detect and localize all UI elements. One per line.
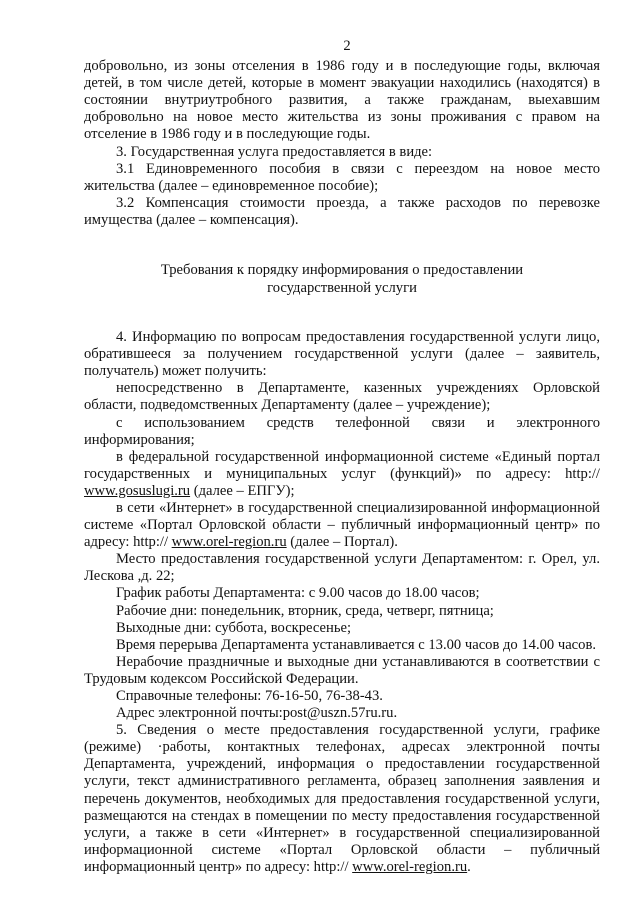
weekend-days: Выходные дни: суббота, воскресенье; — [116, 619, 352, 636]
portal-text-after: (далее – Портал). — [286, 534, 398, 551]
paragraph-3: 3. Государственная услуга предоставляется в виде: — [116, 143, 433, 160]
paragraph-5 — [84, 722, 600, 876]
paragraph-continuation: добровольно, из зоны отселения в 1986 году и в последующие годы, включая детей, в том числе детей, которые в момент эвакуации находились (находятся) в состоянии внутриутробного развития, а также гражданам, выехавшим добровольно на новое место жительства из зоны проживания с правом на отселение в 1986 году и в последующие годы. — [84, 58, 600, 143]
service-place: Место предоставления государственной услуги Департаментом: г. Орел, ул. Лескова ,д. 22; — [84, 551, 600, 585]
paragraph-3-1: 3.1 Единовременного пособия в связи с переездом на новое место жительства (далее – единовременное пособие); — [84, 160, 600, 194]
epgu-text: в федеральной государственной информационной системе «Единый портал государственных и муниципальных услуг (функций)» по адресу: http:// — [84, 448, 600, 482]
portal-text: в сети «Интернет» в государственной специализированной информационной системе «Портал Орловской области – публичный информационный центр» по адресу: http:// — [84, 499, 600, 551]
reference-phones: Справочные телефоны: 76-16-50, 76-38-43. — [116, 688, 383, 704]
list-item-direct: непосредственно в Департаменте, казенных учреждениях Орловской области, подведомственных Департаменту (далее – учреждение); — [84, 380, 600, 414]
page-number: 2 — [343, 38, 351, 54]
paragraph-5-text: 5. Сведения о месте предоставления государственной услуги, графике (режиме) ·работы, контактных телефонах, адресах электронной почты Департамента, учреждений, информация о предоставлении государственной услуги, текст административного регламента, образец заполнения заявления и перечень документов, необходимых для предоставления государственной услуги, размещаются на стендах в помещении по месту предоставления государственной услуги, а также в сети «Интернет» в государственной специализированной информационной системе «Портал Орловской области – публичный информационный центр» по адресу: http:// — [84, 722, 600, 875]
paragraph-3-2: 3.2 Компенсация стоимости проезда, а также расходов по перевозке имущества (далее – компенсация). — [84, 194, 600, 228]
orel-region-link[interactable]: www.orel-region.ru — [171, 534, 287, 551]
holidays-note: Нерабочие праздничные и выходные дни устанавливаются в соответствии с Трудовым кодексом Российской Федерации. — [84, 653, 600, 687]
epgu-text-after: (далее – ЕПГУ); — [190, 482, 295, 499]
list-item-phone: с использованием средств телефонной связи и электронного информирования; — [84, 414, 600, 448]
paragraph-4: 4. Информацию по вопросам предоставления государственной услуги лицо, обратившееся за получением государственной услуги (далее – заявитель, получатель) может получить: — [84, 329, 600, 380]
section-heading — [84, 262, 600, 297]
gosuslugi-link[interactable]: www.gosuslugi.ru — [84, 482, 191, 499]
email-address: Адрес электронной почты:post@uszn.57ru.ru. — [116, 705, 398, 722]
section-heading-line-2: государственной услуги — [267, 279, 417, 296]
orel-region-link-2[interactable]: www.orel-region.ru — [352, 858, 468, 875]
break-time: Время перерыва Департамента устанавливается с 13.00 часов до 14.00 часов. — [116, 636, 596, 653]
work-schedule: График работы Департамента: с 9.00 часов до 18.00 часов; — [116, 585, 480, 602]
section-heading-line-1: Требования к порядку информирования о предоставлении — [160, 262, 524, 279]
paragraph-5-end: . — [467, 858, 471, 875]
list-item-portal — [84, 500, 600, 551]
work-days: Рабочие дни: понедельник, вторник, среда, четверг, пятница; — [116, 602, 494, 619]
list-item-epgu — [84, 449, 600, 500]
intro-paragraphs — [84, 58, 600, 229]
